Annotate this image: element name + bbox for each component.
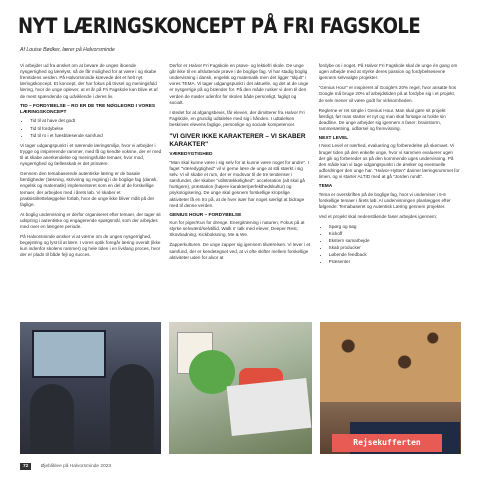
bullet-list: [20, 118, 161, 138]
list-item: • Præsenter: [329, 259, 460, 265]
photo-toys: [169, 322, 312, 454]
list-item: • Kickoff: [329, 231, 460, 237]
list-item: • Løbende feedback: [329, 252, 460, 258]
byline: Af Louise Bødker, lærer på Halvorsminde: [20, 47, 115, 53]
paragraph: At boglig undervisning er derfor organiseret efter temaer, der tager sit udspring i autentiske og engagerende spørgsmål, som der arbejdes med over en længere periode.: [20, 211, 161, 230]
column-2: [169, 63, 310, 321]
list-item: • Ekstern samarbejde: [329, 238, 460, 244]
paragraph: Reglerne er ret simple i Genius Hour. Man skal gøre sit projekt færdigt, før man starter et nyt og man skal forsøge at holde sin deadline. De unge arbejder sig igennem 4 faser: brainstorm, rammesætning, udførsel og fremvisning.: [318, 107, 446, 131]
column-3: [319, 63, 460, 321]
paragraph: Derfor er Halvor Fri Fagskole en prøve- og lektiefri skole. De unge går ikke til en afsluttende prøve i de boglige fag. Vi har stadig boglig undervisning i dansk, engelsk og matematik men det ligger "skjult" i vores TEMA. Vi tager udgangspunkt i det aktuelle, og det at de unge er nysgerrige på og brænder for. På den måde rusker vi dem til den verden de møder udenfor for skolen både personligt, fagligt og socialt.: [169, 63, 309, 105]
paragraph: På Halvorsminde ønsker vi at værne om de unges nysgerrighed, begejstring og lyst til at lære. I vores optik foregår læring overalt (ikke kun indenfor skolens rammer) og hele tiden i en livslang proces, hvor der er plads til både fejl og succes.: [20, 234, 161, 258]
list-item: • Spørg og søg: [329, 224, 460, 230]
footer-text: Øjebliklee på Halvorsminde 2023: [40, 464, 112, 469]
list-item: • Tid til ro i et hæsblæsende samfund: [30, 133, 161, 139]
list-item: • Skab producker: [329, 245, 460, 251]
photo-project: [320, 322, 461, 454]
paragraph: fordybe os i noget. På Halvor Fri Fagskole skal de unge én gang om ugen arbejde med at styrke deres passion og fordybelsesevne igennem selvvalgte projekter.: [318, 63, 458, 81]
paragraph: Tema er overskriften på de boglige fag, hvor vi underviser i 5-6 forskellige temaer i årets løb. Al undervisningen planlægges efter følgende: Temabaseret og Autentisk Læring gennem projekter.: [318, 191, 451, 209]
paragraph: I stedet for at afgangsbevis, får eleven, der dimitterer fra Halvor Fri Fagskole, en grundig udtalelse med sig i hånden. I udtalelsen beskrives elevens faglige, personlige og sociale kompetencer.: [169, 109, 305, 127]
subheading: GENIUS HOUR – FORDYBELSE: [169, 212, 242, 218]
subheading: TEMA: [318, 184, 333, 190]
student-figure: [110, 364, 154, 454]
list-item: • Tid til fordybelse: [30, 126, 161, 132]
page-footer: [20, 463, 111, 470]
pull-quote: "VI GIVER IKKE KARAKTERER – VI SKABER KARAKTER": [169, 133, 306, 148]
page-number: 72: [20, 463, 31, 470]
article-title: NYT LÆRINGSKONCEPT PÅ FRI FAGSKOLE: [18, 14, 421, 38]
paragraph: Gennem den temabaserede autentiske læring er de basale færdigheder (læsning, skrivning og regning) i de boglige fag (dansk, engelsk og matematik) implementeret som en del af de forskellige temaer, der arbejdes med i årets løb. Vi skaber et praksistilrettelæggelse forløb, hvor de unge ikke bliver målt på det faglige.: [20, 171, 158, 207]
photo-classroom: [20, 322, 161, 454]
project-sign: Rejsekufferten: [332, 434, 442, 452]
student-figure: [30, 384, 74, 454]
paragraph: Vi tager udgangspunkt i et nærende læringsmiljø, hvor vi arbejder i trygge og inspirerende rammer, med få og kendte voksne, der er med til at skabe anerkendelse og meningsfulde temaer, hvor mod, nysgerrighed og fællesskab er det primære.: [20, 142, 162, 167]
subheading: NEXT LEVEL: [318, 136, 349, 142]
paragraph: Vi arbejder ud fra ønsket om at bevare de unges iboende nysgerrighed og lærelyst, så de får mulighed for at være i og skabe fremtidens verden. På Halvorsminde krævede det et helt nyt læringskoncept. Et koncept, der har fokus på trivsel og meningsfuld læring, hvor de unge oplever, at et år på Fri Fagskole kan blive et af de mest spændende og udviklende i deres liv.: [20, 63, 158, 99]
subheading: TID – FORDYBELSE – RO ER DE TRE NØGLEORD I VORES LÆRINGSKONCEPT: [20, 103, 156, 116]
leopard-print-fabric: [320, 322, 461, 402]
paragraph: Kun for piger/Kun for drenge. Energitræning i naturen, Fokus på at styrke selvværd/selvtillid. Walk n' talk med elever, Deeper Rest, Skovbadning, Kickboksning, Me & We.: [169, 220, 305, 238]
subheading: VÆREDYGTIGHED: [169, 152, 213, 158]
article-body: [20, 63, 460, 321]
list-item: • Tid til at have det godt: [30, 118, 161, 124]
projector-screen: [32, 330, 106, 378]
paper-sheet: [227, 378, 312, 436]
paragraph: Ved et projekt skal nedenstående faser arbejdes igennem:: [318, 213, 438, 219]
paragraph: "Man skal kunne være i sig selv for at kunne være noget for andre". I faget "Væredygtighed" vil vi gerne lære de unge at stå stærkt i sig selv. Vi vil skabe et rum, der er modsvar til de tre tendenser i samfundet, der skaber "utilstrækkelighed": acceleration (alt skal gå hurtigere), præstation (højere karakter/perfekthedskultur) og psykologisering. De unge skal gennem forskellige kropslige aktiviteter få en tro på, at de hver især har noget særligt at bidrage med til denne verden.: [169, 159, 309, 208]
paragraph: Zapperkulturen. De unge zapper sig igennem tilværelsen. Vi lever i et samfund, der er kendetegnet ved, at vi ofte skifter mellem forskellige aktiviteter uden for alvor at: [169, 242, 311, 260]
paragraph: "Genius Hour" er inspireret af Google's 20% regel, hvor ansatte hos Google må bruge 20% af arbejdstiden på at fordybe sig i et projekt, de selv mener vil være godt for virksomheden.: [318, 85, 457, 103]
paragraph: I Next Level er nærhed, evaluering og forberedelse på skemaet. Vi bruger tiden på den enkelte unge, hvor vi sammen evaluerer ugen der gik og forbereder os på den kommende uges undervisning. På den måde kan vi tage udgangspunkt i de ønsker og eventuelle udfordringer den unge har. "Halvor-Hytten" danner læringsrummet for timen, og vi starter ALTID med at gå "Jorden rundt".: [318, 143, 460, 180]
bullet-list: [319, 224, 460, 266]
column-1: [20, 63, 161, 321]
